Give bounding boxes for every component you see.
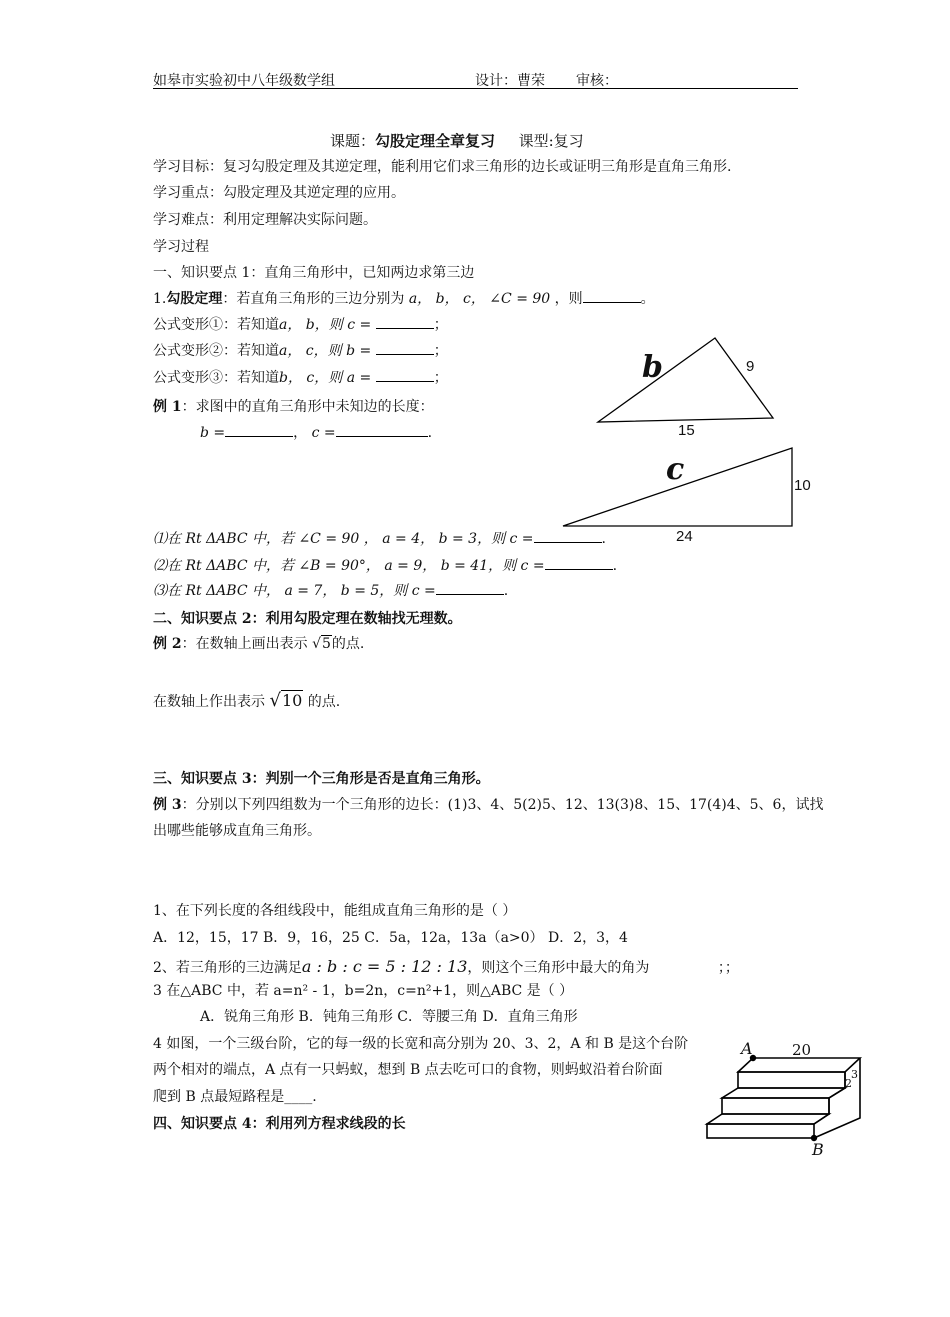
triangle-2-label-24: 24 <box>676 528 693 545</box>
learning-difficulty: 学习难点：利用定理解决实际问题。 <box>153 212 377 228</box>
example-1-answers: b = ， c = . <box>200 425 433 441</box>
formula-variant-1: 公式变形①：若知道a， b，则 c = ； <box>153 317 448 333</box>
question-2: ⑵在 Rt ΔABC 中，若 ∠B = 90°， a = 9， b = 41，则 c = . <box>153 558 618 574</box>
header-review: 审核： <box>576 73 618 89</box>
page-title: 课题：勾股定理全章复习 课型:复习 <box>330 132 584 150</box>
problem-4-line2: 两个相对的端点，A 点有一只蚂蚁，想到 B 点去吃可口的食物，则蚂蚁沿着台阶面 <box>153 1062 663 1078</box>
stair-top-surface <box>738 1058 860 1072</box>
header-school: 如皋市实验初中八年级数学组 <box>153 73 335 89</box>
example-2: 例 2：在数轴上画出表示 √5的点. <box>153 636 365 652</box>
stair-riser-2 <box>722 1098 829 1114</box>
header-design: 设计：曹荣 <box>475 73 545 89</box>
problem-4-line3: 爬到 B 点最短路程是____. <box>153 1089 317 1105</box>
problem-1: 1、在下列长度的各组线段中，能组成直角三角形的是（ ） <box>153 903 517 919</box>
section4-heading: 四、知识要点 4：利用列方程求线段的长 <box>153 1116 406 1132</box>
formula-variant-2: 公式变形②：若知道a， c，则 b = ； <box>153 343 448 359</box>
triangle-1-label-b: b <box>642 350 663 385</box>
problem-3-options: A．锐角三角形 B．钝角三角形 C．等腰三角 D．直角三角形 <box>200 1009 578 1025</box>
problem-1-options: A．12，15，17 B．9，16，25 C．5a，12a，13a（a>0） D．2，3，4 <box>153 930 628 946</box>
stairs-label-2: 2 <box>845 1077 852 1090</box>
question-1: ⑴在 Rt ΔABC 中，若 ∠C = 90 ， a = 4， b = 3，则 c = . <box>153 531 606 547</box>
triangle-1-label-9: 9 <box>746 358 755 375</box>
section2-heading: 二、知识要点 2：利用勾股定理在数轴找无理数。 <box>153 611 462 627</box>
triangle-1-label-15: 15 <box>678 422 695 439</box>
example-3-cont: 出哪些能够成直角三角形。 <box>153 823 321 839</box>
section3-heading: 三、知识要点 3：判别一个三角形是否是直角三角形。 <box>153 771 490 787</box>
example-3: 例 3：分别以下列四组数为一个三角形的边长：(1)3、4、5(2)5、12、13(3)8、15、17(4)4、5、6，试找 <box>153 797 824 813</box>
stairs-label-20: 20 <box>792 1041 812 1059</box>
stair-riser-1 <box>738 1072 845 1088</box>
triangle-2-label-10: 10 <box>794 477 811 494</box>
stairs-label-a: A <box>741 1039 753 1058</box>
learning-process: 学习过程 <box>153 239 209 255</box>
example-1: 例 1：求图中的直角三角形中未知边的长度： <box>153 399 434 415</box>
stairs-label-b: B <box>812 1140 824 1159</box>
question-3: ⑶在 Rt ΔABC 中， a = 7， b = 5，则 c = . <box>153 583 509 599</box>
problem-4-line1: 4 如图，一个三级台阶，它的每一级的长宽和高分别为 20、3、2，A 和 B 是这个台阶 <box>153 1036 689 1052</box>
formula-variant-3: 公式变形③：若知道b， c，则 a = ； <box>153 370 448 386</box>
pythagorean-theorem: 1.勾股定理：若直角三角形的三边分别为 a， b， c， ∠C = 90 ，则 。 <box>153 291 655 307</box>
section1-heading: 一、知识要点 1：直角三角形中，已知两边求第三边 <box>153 265 475 281</box>
problem-3: 3 在△ABC 中，若 a=n² - 1，b=2n，c=n²+1，则△ABC 是（ ） <box>153 983 574 999</box>
learning-key: 学习重点：勾股定理及其逆定理的应用。 <box>153 185 405 201</box>
learning-goal: 学习目标：复习勾股定理及其逆定理，能利用它们求三角形的边长或证明三角形是直角三角形. <box>153 159 732 175</box>
number-line-question: 在数轴上作出表示 √10 的点. <box>153 690 341 711</box>
stairs-label-3: 3 <box>851 1068 858 1081</box>
stair-riser-3 <box>707 1124 814 1138</box>
triangle-2-label-c: c <box>666 452 685 487</box>
problem-2: 2、若三角形的三边满足a : b : c = 5 : 12 : 13，则这个三角形中最大的角为 ；； <box>153 957 739 976</box>
